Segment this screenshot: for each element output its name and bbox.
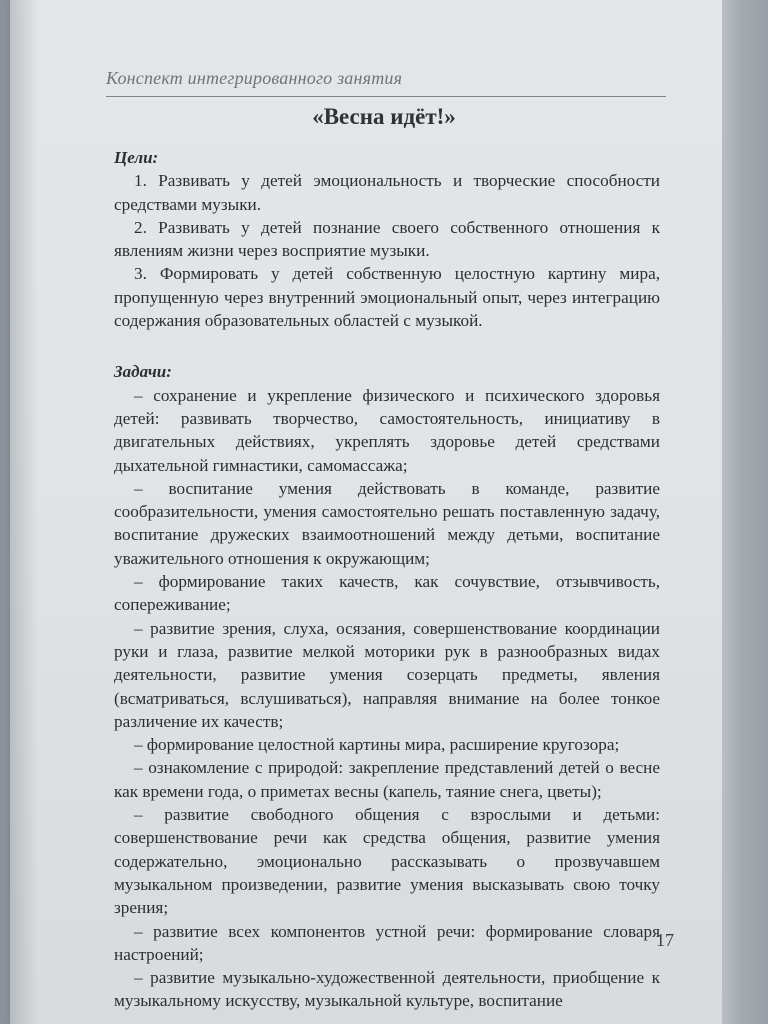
task-item: – воспитание умения действовать в команде, развитие сообразительности, умения самостоятельно решать поставленную задачу, воспитание дружеских взаимоотношений между детьми, воспитание уважительного отношения к окружающим;	[114, 478, 660, 568]
page-edge	[722, 0, 768, 1024]
header-rule	[106, 96, 666, 97]
task-item: – сохранение и укрепление физического и психического здоровья детей: развивать творчество, самостоятельность, инициативу в двигательных действиях, укреплять здоровье детей средствами дыхательной гимнастики, самомассажа;	[114, 385, 660, 475]
goal-item: 2. Развивать у детей познание своего собственного отношения к явлениям жизни через восприятие музыки.	[114, 217, 660, 261]
task-item: – формирование целостной картины мира, расширение кругозора;	[134, 735, 620, 755]
task-item: – развитие зрения, слуха, осязания, совершенствование координации руки и глаза, развитие мелкой моторики рук в разнообразных видах деятельности, развитие умения созерцать предметы, явления (всматриваться, вслушиваться), направляя внимание на более тонкое различение их качеств;	[114, 618, 660, 731]
document-title: «Весна идёт!»	[312, 104, 456, 129]
task-item: – развитие всех компонентов устной речи: формирование словаря настроений;	[114, 921, 660, 964]
section-gap	[114, 332, 660, 354]
tasks-heading: Задачи:	[114, 362, 172, 382]
task-item: – развитие свободного общения с взрослыми и детьми: совершенствование речи как средства общения, развитие умения содержательно, эмоционально рассказывать о прозвучавшем музыкальном произведении, развитие умения высказывать свою точку зрения;	[114, 805, 660, 918]
page-number: 17	[656, 930, 674, 950]
document-body	[114, 140, 660, 1013]
goals-heading: Цели:	[114, 148, 159, 167]
goal-item: 3. Формировать у детей собственную целостную картину мира, пропущенную через внутренний эмоциональный опыт, через интеграцию содержания образовательных областей с музыкой.	[114, 264, 660, 331]
task-item: – ознакомление с природой: закрепление представлений детей о весне как времени года, о приметах весны (капель, таяние снега, цветы);	[114, 758, 660, 801]
task-item: – формирование таких качеств, как сочувствие, отзывчивость, сопереживание;	[114, 572, 660, 615]
goal-item: 1. Развивать у детей эмоциональность и творческие способности средствами музыки.	[114, 171, 660, 214]
running-header: Конспект интегрированного занятия	[106, 68, 403, 88]
task-item: – развитие музыкально-художественной деятельности, приобщение к музыкальному искусству, музыкальной культуре, воспитание	[114, 968, 660, 1011]
